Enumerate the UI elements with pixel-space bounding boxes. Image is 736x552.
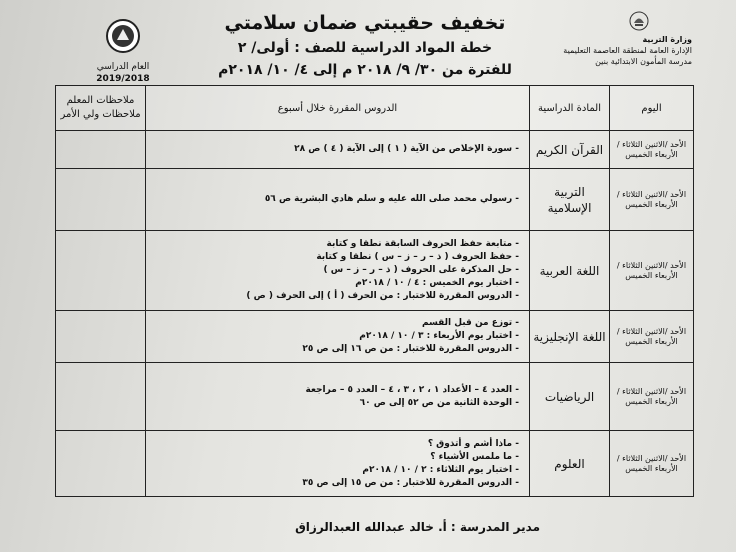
school-year-value: 2019/2018 [96,74,150,84]
row-notes [56,311,146,363]
lesson-line: - العدد ٤ – الأعداد ١ ، ٢ ، ٣ ، ٤ – العدد ٥ – مراجعة [305,384,519,395]
school-year-block [88,18,158,85]
principal-signature-line: مدير المدرسة : أ. خالد عبدالله العبدالرزاق [295,520,540,534]
lesson-line: - ما ملمس الأشياء ؟ [430,451,519,462]
lesson-line: - الدروس المقررة للاختبار : من الحرف ( أ ) إلى الحرف ( ص ) [246,291,519,301]
school-year-label: العام الدراسي [96,62,150,72]
row-notes [56,431,146,497]
lesson-line: - الدروس المقررة للاختبار : من ص ١٥ إلى ص ٣٥ [302,477,519,488]
lesson-line: - اختبار يوم الخميس : ٤ / ١٠ / ٢٠١٨م [355,278,519,288]
row-day: الأحد /الاثنين الثلاثاء /الأربعاء الخميس [610,131,694,169]
lesson-line: - ماذا أشم و أتذوق ؟ [427,438,519,449]
table-row [56,231,694,311]
row-day: الأحد /الاثنين الثلاثاء /الأربعاء الخميس [610,363,694,431]
plan-subtitle: خطة المواد الدراسية للصف : أولى/ ٢ [237,40,493,56]
row-subject: التربية الإسلامية [530,169,610,231]
row-lessons [146,431,530,497]
ministry-line: مدرسة المأمون الابتدائية بنين [595,57,692,66]
table-header-row [56,86,694,131]
row-day: الأحد /الاثنين الثلاثاء /الأربعاء الخميس [610,311,694,363]
row-notes [56,363,146,431]
lesson-line: - حفظ الحروف ( ذ – ر – ز – س ) نطقا و كتابة [316,252,519,262]
page-title: تخفيف حقيبتي ضمان سلامتي [224,12,506,34]
row-lessons [146,231,530,311]
lesson-line: - متابعة حفظ الحروف السابقة نطقا و كتابة [326,239,519,249]
row-lessons [146,363,530,431]
row-day: الأحد /الاثنين الثلاثاء /الأربعاء الخميس [610,231,694,311]
row-day: الأحد /الاثنين الثلاثاء /الأربعاء الخميس [610,169,694,231]
ministry-emblem-icon [628,10,650,32]
row-subject: اللغة العربية [530,231,610,311]
document-header [0,0,736,88]
row-subject: اللغة الإنجليزية [530,311,610,363]
row-subject: الرياضيات [530,363,610,431]
table-row [56,131,694,169]
row-day: الأحد /الاثنين الثلاثاء /الأربعاء الخميس [610,431,694,497]
header-lessons: الدروس المقررة خلال أسبوع [146,86,530,131]
table-row [56,431,694,497]
table-row [56,363,694,431]
header-notes: ملاحظات المعلم ملاحظات ولي الأمر [56,86,146,131]
ministry-line: الإدارة العامة لمنطقة العاصمة التعليمية [563,46,692,55]
table-row [56,169,694,231]
lesson-line: - رسولي محمد صلى الله عليه و سلم هادي البشرية ص ٥٦ [264,194,519,204]
row-lessons [146,311,530,363]
header-day: اليوم [610,86,694,131]
lesson-line: - حل المذكرة على الحروف ( ذ – ر – ز – س ) [323,265,519,275]
lesson-line: - سورة الإخلاص من الآية ( ١ ) إلى الآية ( ٤ ) ص ٢٨ [294,144,519,154]
lesson-line: - اختبار يوم الثلاثاء : ٢ / ١٠ / ٢٠١٨م [362,464,519,475]
row-subject: القرآن الكريم [530,131,610,169]
row-notes [56,169,146,231]
table-row [56,311,694,363]
row-notes [56,231,146,311]
lesson-line: - اختبار يوم الأربعاء : ٣ / ١٠ / ٢٠١٨م [359,331,519,341]
ministry-line: وزارة التربية [642,35,692,44]
plan-period: للفترة من ٣٠/ ٩/ ٢٠١٨ م إلى ٤/ ١٠/ ٢٠١٨م [218,62,512,78]
row-notes [56,131,146,169]
school-logo-icon [105,18,141,54]
lesson-line: - الوحدة الثانية من ص ٥٢ إلى ص ٦٠ [359,397,519,408]
row-subject: العلوم [530,431,610,497]
header-subject: المادة الدراسية [530,86,610,131]
lesson-line: - الدروس المقررة للاختبار : من ص ١٦ إلى ص ٢٥ [302,344,519,354]
row-lessons [146,131,530,169]
row-lessons [146,169,530,231]
schedule-table [55,85,694,497]
lesson-line: - توزع من قبل القسم [421,318,519,328]
